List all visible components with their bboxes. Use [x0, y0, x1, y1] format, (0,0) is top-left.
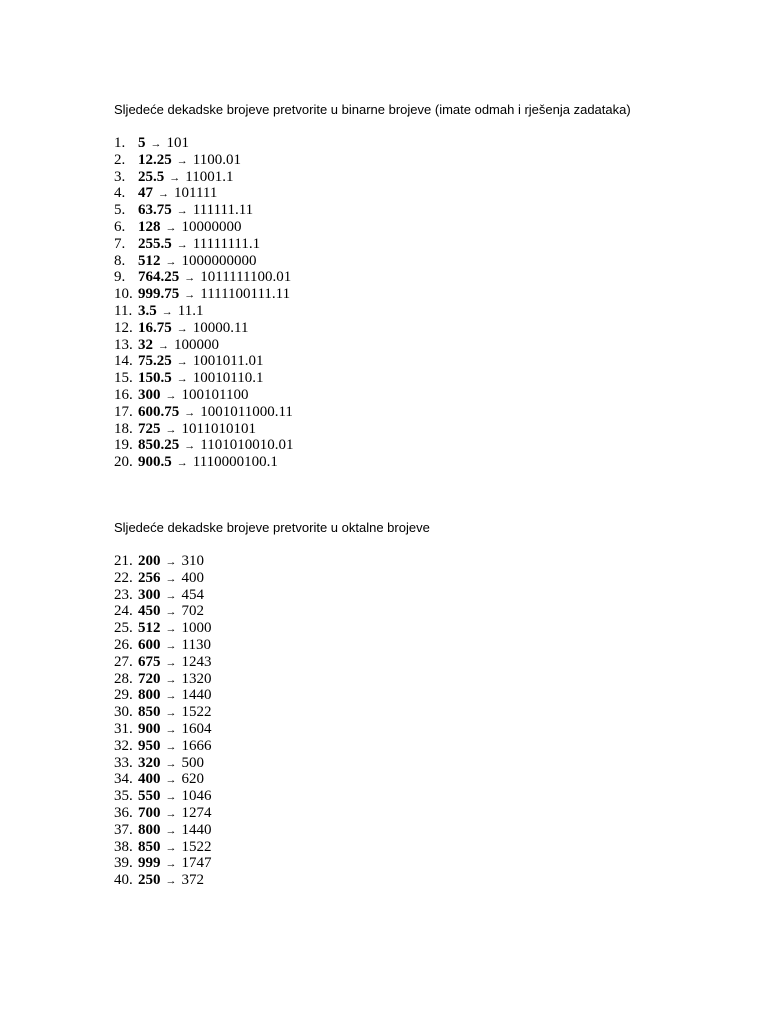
converted-value: 702 — [181, 603, 204, 620]
exercise-number: 9. — [114, 269, 126, 286]
arrow-icon: → — [165, 875, 177, 888]
arrow-icon: → — [165, 791, 177, 804]
arrow-icon: → — [169, 171, 181, 184]
arrow-icon: → — [165, 690, 177, 703]
arrow-icon: → — [165, 774, 177, 787]
arrow-icon: → — [165, 757, 177, 770]
exercise-item — [114, 185, 631, 202]
exercise-item — [114, 253, 631, 270]
decimal-value: 550 — [138, 788, 161, 805]
decimal-value: 5 — [138, 135, 146, 151]
exercise-item — [114, 587, 430, 604]
exercise-item — [114, 404, 631, 421]
exercise-number: 6. — [114, 218, 126, 235]
exercise-item — [114, 570, 430, 587]
converted-value: 11111111.1 — [192, 235, 261, 252]
decimal-value: 600.75 — [138, 403, 180, 420]
decimal-value: 850.25 — [138, 437, 180, 454]
converted-value: 1001011.01 — [192, 353, 264, 370]
arrow-icon: → — [176, 373, 188, 386]
arrow-icon: → — [184, 406, 196, 419]
converted-value: 111111.11 — [192, 202, 254, 219]
decimal-value: 675 — [138, 653, 161, 670]
decimal-value: 128 — [138, 218, 161, 235]
converted-value: 1604 — [181, 720, 212, 737]
decimal-value: 300 — [138, 586, 161, 603]
exercise-number: 5. — [114, 202, 126, 219]
exercise-item — [114, 370, 631, 387]
exercise-item — [114, 872, 430, 889]
decimal-value: 12.25 — [138, 151, 172, 168]
decimal-value: 32 — [138, 336, 153, 353]
exercise-item — [114, 771, 430, 788]
arrow-icon: → — [165, 556, 177, 568]
exercise-number: 33. — [114, 754, 133, 771]
decimal-value: 900.5 — [138, 454, 172, 471]
converted-value: 1274 — [181, 804, 212, 821]
decimal-value: 764.25 — [138, 269, 180, 286]
decimal-value: 75.25 — [138, 353, 172, 370]
exercise-number: 22. — [114, 569, 133, 586]
arrow-icon: → — [158, 188, 169, 201]
exercise-item — [114, 788, 430, 805]
exercise-number: 30. — [114, 704, 133, 721]
converted-value: 1000000000 — [181, 252, 257, 269]
converted-value: 1011111100.01 — [200, 269, 292, 286]
converted-value: 100000 — [174, 336, 219, 353]
converted-value: 500 — [181, 754, 204, 771]
exercise-item — [114, 421, 631, 438]
exercise-item — [114, 553, 430, 570]
arrow-icon: → — [165, 707, 177, 720]
arrow-icon: → — [150, 138, 162, 150]
arrow-icon: → — [165, 656, 177, 669]
decimal-value: 512 — [138, 620, 161, 637]
exercise-number: 4. — [114, 185, 126, 202]
arrow-icon: → — [158, 339, 169, 352]
exercise-number: 23. — [114, 586, 133, 603]
exercise-number: 10. — [114, 286, 133, 303]
exercise-number: 24. — [114, 603, 133, 620]
converted-value: 11.1 — [177, 302, 204, 319]
arrow-icon: → — [165, 255, 177, 268]
exercise-number: 12. — [114, 319, 133, 336]
decimal-value: 400 — [138, 771, 161, 788]
arrow-icon: → — [165, 606, 177, 619]
exercise-item — [114, 755, 430, 772]
arrow-icon: → — [161, 305, 173, 318]
exercise-item — [114, 437, 631, 454]
exercise-item — [114, 721, 430, 738]
decimal-value: 300 — [138, 386, 161, 403]
converted-value: 1440 — [181, 821, 212, 838]
converted-value: 1000 — [181, 620, 212, 637]
exercise-number: 32. — [114, 737, 133, 754]
exercise-number: 34. — [114, 771, 133, 788]
exercise-item — [114, 704, 430, 721]
exercise-item — [114, 637, 430, 654]
exercise-number: 14. — [114, 353, 133, 370]
arrow-icon: → — [184, 289, 196, 302]
decimal-value: 950 — [138, 737, 161, 754]
decimal-value: 63.75 — [138, 202, 172, 219]
converted-value: 1046 — [181, 788, 212, 805]
arrow-icon: → — [176, 238, 188, 251]
exercise-number: 35. — [114, 788, 133, 805]
exercise-number: 17. — [114, 403, 133, 420]
converted-value: 1130 — [181, 636, 211, 653]
exercise-number: 19. — [114, 437, 133, 454]
arrow-icon: → — [165, 572, 177, 585]
decimal-value: 25.5 — [138, 168, 165, 185]
exercise-number: 40. — [114, 872, 133, 889]
exercise-number: 26. — [114, 636, 133, 653]
arrow-icon: → — [165, 623, 177, 636]
arrow-icon: → — [176, 205, 188, 218]
decimal-value: 720 — [138, 670, 161, 687]
exercise-item — [114, 353, 631, 370]
exercise-number: 20. — [114, 454, 133, 471]
exercise-number: 7. — [114, 235, 126, 252]
decimal-value: 47 — [138, 185, 153, 202]
arrow-icon: → — [176, 322, 188, 335]
converted-value: 100101100 — [181, 386, 249, 403]
arrow-icon: → — [165, 740, 177, 753]
decimal-value: 250 — [138, 872, 161, 889]
arrow-icon: → — [176, 154, 188, 167]
arrow-icon: → — [165, 221, 177, 234]
binary-section-heading: Sljedeće dekadske brojeve pretvorite u binarne brojeve (imate odmah i rješenja zadataka) — [114, 102, 631, 117]
converted-value: 10010110.1 — [192, 370, 264, 387]
decimal-value: 999.75 — [138, 286, 180, 303]
arrow-icon: → — [165, 589, 177, 602]
converted-value: 1666 — [181, 737, 212, 754]
exercise-number: 29. — [114, 687, 133, 704]
decimal-value: 850 — [138, 838, 161, 855]
converted-value: 1111100111.11 — [200, 286, 291, 303]
exercise-item — [114, 337, 631, 354]
exercise-number: 8. — [114, 252, 126, 269]
exercise-item — [114, 135, 631, 152]
arrow-icon: → — [165, 824, 177, 837]
arrow-icon: → — [165, 723, 177, 736]
decimal-value: 900 — [138, 720, 161, 737]
exercise-number: 31. — [114, 720, 133, 737]
decimal-value: 700 — [138, 804, 161, 821]
converted-value: 1101010010.01 — [200, 437, 294, 454]
exercise-item — [114, 603, 430, 620]
decimal-value: 450 — [138, 603, 161, 620]
converted-value: 1001011000.11 — [200, 403, 293, 420]
decimal-value: 600 — [138, 636, 161, 653]
decimal-value: 999 — [138, 855, 161, 872]
decimal-value: 150.5 — [138, 370, 172, 387]
binary-conversion-section — [114, 101, 631, 471]
arrow-icon: → — [165, 807, 177, 820]
decimal-value: 16.75 — [138, 319, 172, 336]
exercise-number: 25. — [114, 620, 133, 637]
arrow-icon: → — [176, 457, 188, 470]
exercise-number: 27. — [114, 653, 133, 670]
exercise-item — [114, 320, 631, 337]
converted-value: 11001.1 — [185, 168, 234, 185]
converted-value: 400 — [181, 569, 204, 586]
octal-section-heading: Sljedeće dekadske brojeve pretvorite u oktalne brojeve — [114, 520, 430, 535]
converted-value: 1522 — [181, 838, 212, 855]
exercise-number: 36. — [114, 804, 133, 821]
arrow-icon: → — [165, 423, 177, 436]
exercise-item — [114, 620, 430, 637]
exercise-number: 2. — [114, 151, 126, 168]
converted-value: 101 — [166, 135, 189, 151]
exercise-item — [114, 855, 430, 872]
binary-exercise-list — [114, 135, 631, 471]
converted-value: 10000000 — [181, 218, 242, 235]
exercise-item — [114, 303, 631, 320]
converted-value: 1440 — [181, 687, 212, 704]
exercise-number: 21. — [114, 553, 133, 569]
converted-value: 1320 — [181, 670, 212, 687]
octal-conversion-section — [114, 519, 430, 889]
exercise-number: 13. — [114, 336, 133, 353]
converted-value: 620 — [181, 771, 204, 788]
exercise-number: 1. — [114, 135, 126, 151]
arrow-icon: → — [184, 440, 196, 453]
converted-value: 372 — [181, 872, 204, 889]
exercise-number: 15. — [114, 370, 133, 387]
exercise-item — [114, 286, 631, 303]
decimal-value: 200 — [138, 553, 161, 569]
decimal-value: 850 — [138, 704, 161, 721]
exercise-item — [114, 269, 631, 286]
exercise-item — [114, 169, 631, 186]
converted-value: 1522 — [181, 704, 212, 721]
exercise-item — [114, 219, 631, 236]
decimal-value: 255.5 — [138, 235, 172, 252]
exercise-item — [114, 202, 631, 219]
exercise-item — [114, 738, 430, 755]
converted-value: 1747 — [181, 855, 212, 872]
converted-value: 101111 — [174, 185, 218, 202]
decimal-value: 256 — [138, 569, 161, 586]
arrow-icon: → — [184, 272, 196, 285]
exercise-number: 16. — [114, 386, 133, 403]
exercise-number: 28. — [114, 670, 133, 687]
exercise-item — [114, 236, 631, 253]
converted-value: 1110000100.1 — [192, 454, 278, 471]
exercise-item — [114, 454, 631, 471]
decimal-value: 800 — [138, 687, 161, 704]
exercise-number: 11. — [114, 302, 133, 319]
converted-value: 1243 — [181, 653, 212, 670]
exercise-item — [114, 387, 631, 404]
converted-value: 1011010101 — [181, 420, 256, 437]
arrow-icon: → — [165, 841, 177, 854]
exercise-number: 18. — [114, 420, 133, 437]
exercise-item — [114, 805, 430, 822]
exercise-item — [114, 654, 430, 671]
converted-value: 454 — [181, 586, 204, 603]
decimal-value: 320 — [138, 754, 161, 771]
arrow-icon: → — [165, 639, 177, 652]
decimal-value: 3.5 — [138, 302, 157, 319]
decimal-value: 800 — [138, 821, 161, 838]
decimal-value: 725 — [138, 420, 161, 437]
exercise-item — [114, 687, 430, 704]
exercise-number: 3. — [114, 168, 126, 185]
octal-exercise-list — [114, 553, 430, 889]
converted-value: 310 — [181, 553, 204, 569]
decimal-value: 512 — [138, 252, 161, 269]
converted-value: 10000.11 — [192, 319, 249, 336]
arrow-icon: → — [165, 673, 177, 686]
exercise-item — [114, 671, 430, 688]
exercise-item — [114, 839, 430, 856]
arrow-icon: → — [176, 356, 188, 369]
exercise-number: 39. — [114, 855, 133, 872]
arrow-icon: → — [165, 858, 177, 871]
exercise-item — [114, 822, 430, 839]
exercise-number: 38. — [114, 838, 133, 855]
converted-value: 1100.01 — [192, 151, 241, 168]
arrow-icon: → — [165, 389, 177, 402]
exercise-number: 37. — [114, 821, 133, 838]
exercise-item — [114, 152, 631, 169]
